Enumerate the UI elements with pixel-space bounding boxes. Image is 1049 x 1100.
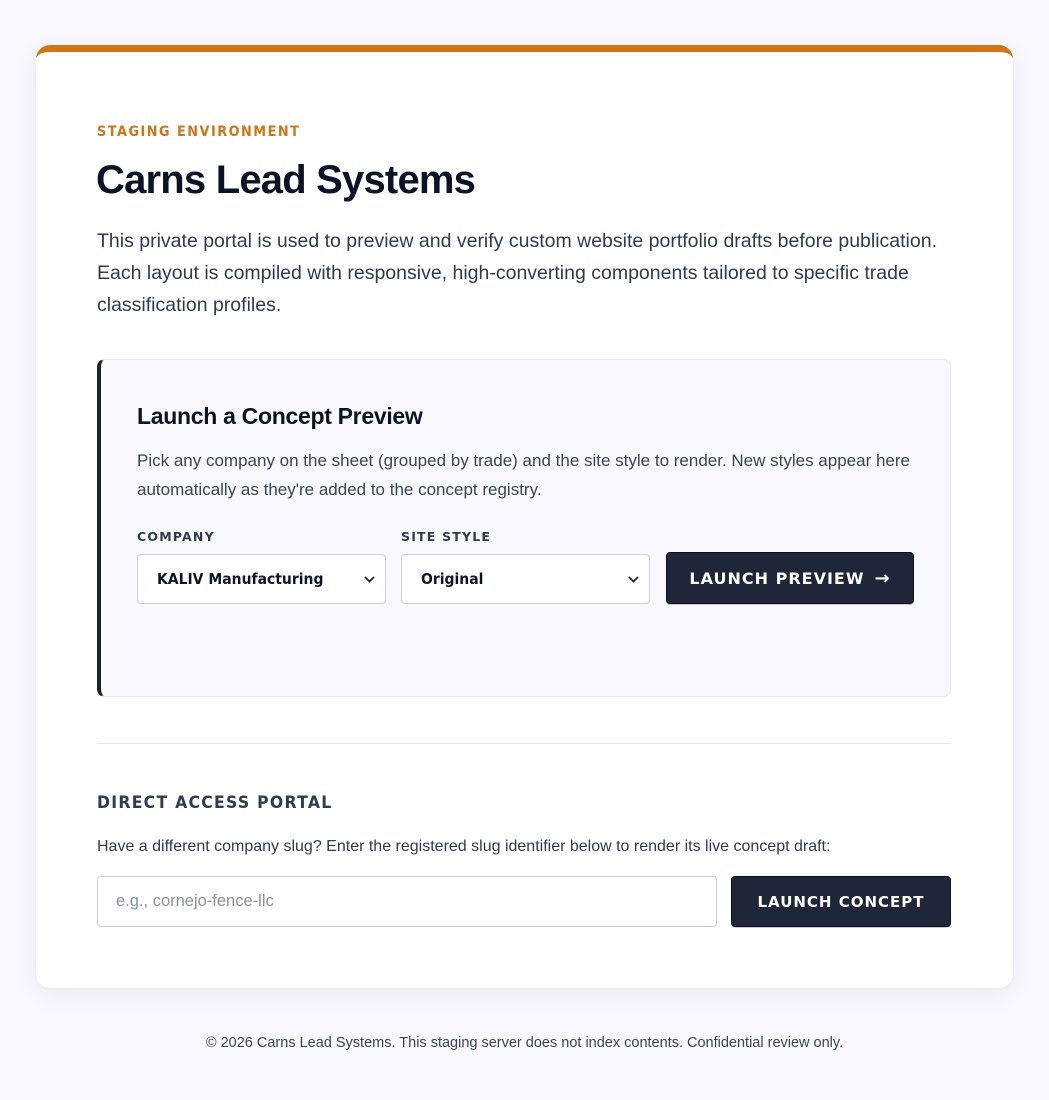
company-label: COMPANY [137,529,215,544]
launch-concept-button[interactable] [731,876,951,927]
concept-preview-panel [97,359,951,697]
footer-text: © 2026 Carns Lead Systems. This staging server does not index contents. Confidential review only. [205,1035,844,1051]
launch-concept-label: LAUNCH CONCEPT [757,892,925,911]
company-select-value: KALIV Manufacturing [157,570,324,588]
site-style-label: SITE STYLE [401,529,492,544]
section-divider [97,743,951,744]
environment-label: STAGING ENVIRONMENT [97,124,301,140]
direct-access-description: Have a different company slug? Enter the registered slug identifier below to render its live concept draft: [97,838,831,855]
slug-input[interactable] [97,876,717,927]
panel-description: Pick any company on the sheet (grouped by trade) and the site style to render. New styles appear here automatically as they're added to the concept registry. [137,451,910,499]
main-card [36,45,1013,988]
intro-text: This private portal is used to preview and verify custom website portfolio drafts before publication. Each layout is compiled with responsive, high-converting components tailored to specific trade classification profiles. [97,230,937,316]
page-title: Carns Lead Systems [96,158,476,202]
company-select[interactable] [137,554,386,604]
launch-preview-label: LAUNCH PREVIEW [689,568,865,588]
site-style-select-value: Original [421,570,484,588]
arrow-right-icon: → [874,567,891,589]
site-style-select[interactable] [401,554,650,604]
launch-preview-button[interactable] [666,552,914,604]
chevron-down-icon [627,573,639,585]
chevron-down-icon [363,573,375,585]
direct-access-title: DIRECT ACCESS PORTAL [97,793,333,813]
panel-title: Launch a Concept Preview [137,403,423,429]
